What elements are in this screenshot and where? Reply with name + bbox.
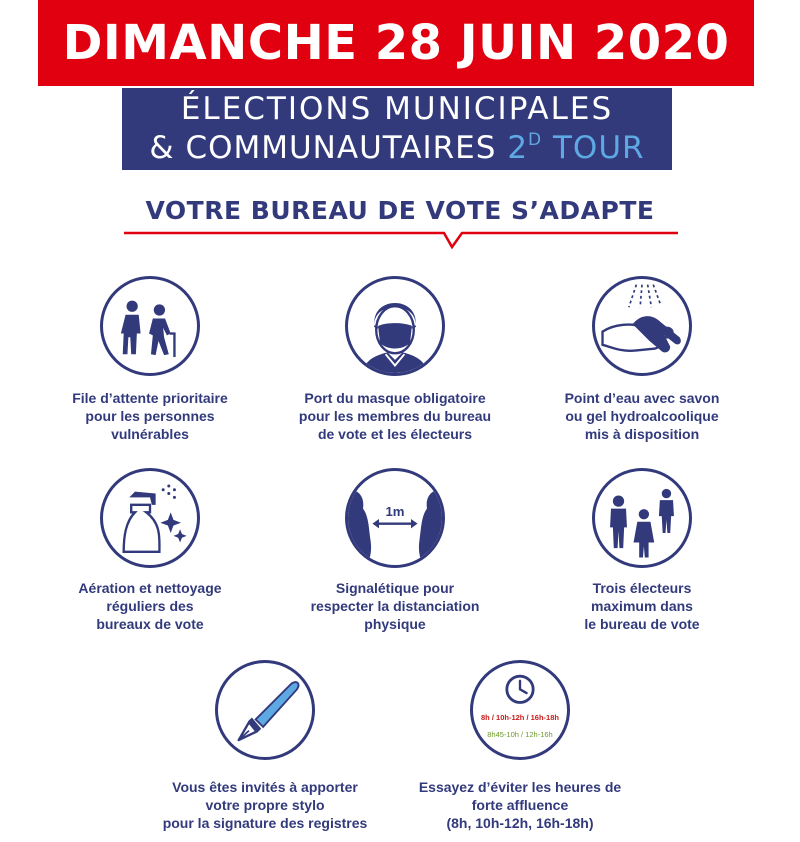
three-voters-icon bbox=[592, 468, 692, 568]
distance-label: 1m bbox=[385, 504, 405, 520]
caption-line: votre propre stylo bbox=[205, 797, 325, 813]
round-number: 2 bbox=[507, 130, 529, 166]
caption-line: Aération et nettoyage bbox=[78, 580, 222, 596]
caption-line: physique bbox=[364, 616, 426, 632]
caption-line: réguliers des bbox=[106, 598, 194, 614]
elections-title-line2-text: & COMMUNAUTAIRES bbox=[149, 130, 497, 166]
caption-line: File d’attente prioritaire bbox=[72, 390, 228, 406]
caption-line: le bureau de vote bbox=[584, 616, 700, 632]
peak-hours-label: 8h / 10h-12h / 16h-18h bbox=[481, 713, 559, 722]
caption-three-voters bbox=[522, 579, 762, 633]
caption-line: Vous êtes invités à apporter bbox=[172, 779, 358, 795]
hand-wash-icon bbox=[592, 276, 692, 376]
elections-title-line2 bbox=[122, 129, 672, 168]
date-banner bbox=[38, 0, 754, 86]
caption-queue-priority bbox=[30, 389, 270, 443]
elections-title-line1: ÉLECTIONS MUNICIPALES bbox=[180, 91, 614, 127]
caption-line: Signalétique pour bbox=[335, 580, 455, 596]
caption-pen bbox=[145, 778, 385, 832]
round-word: TOUR bbox=[553, 130, 645, 166]
caption-hours bbox=[400, 778, 640, 832]
caption-line: Essayez d’éviter les heures de bbox=[418, 779, 622, 795]
caption-line: ou gel hydroalcoolique bbox=[565, 408, 719, 424]
date-text: DIMANCHE 28 JUIN 2020 bbox=[62, 15, 730, 71]
caption-line: de vote et les électeurs bbox=[317, 426, 473, 442]
caption-line: bureaux de vote bbox=[96, 616, 204, 632]
round-label bbox=[507, 130, 644, 166]
headline: VOTRE BUREAU DE VOTE S’ADAPTE bbox=[145, 196, 655, 225]
caption-cleaning bbox=[30, 579, 270, 633]
caption-line: (8h, 10h-12h, 16h-18h) bbox=[446, 815, 594, 831]
mask-icon bbox=[345, 276, 445, 376]
pen-icon bbox=[215, 660, 315, 760]
quiet-hours-label: 8h45-10h / 12h-16h bbox=[487, 730, 553, 739]
caption-line: vulnérables bbox=[111, 426, 189, 442]
caption-mask bbox=[275, 389, 515, 443]
caption-line: pour la signature des registres bbox=[162, 815, 368, 831]
caption-line: maximum dans bbox=[591, 598, 693, 614]
distance-icon bbox=[345, 468, 445, 568]
round-suffix: D bbox=[528, 130, 543, 150]
caption-line: forte affluence bbox=[471, 797, 569, 813]
caption-line: pour les membres du bureau bbox=[298, 408, 492, 424]
elections-title-box bbox=[122, 88, 672, 170]
caption-hand-wash bbox=[522, 389, 762, 443]
spray-cleaning-icon bbox=[100, 468, 200, 568]
caption-line: Point d’eau avec savon bbox=[564, 390, 720, 406]
caption-line: Port du masque obligatoire bbox=[304, 390, 486, 406]
caption-line: pour les personnes bbox=[85, 408, 215, 424]
caption-line: Trois électeurs bbox=[592, 580, 692, 596]
caption-line: respecter la distanciation bbox=[310, 598, 480, 614]
caption-line: mis à disposition bbox=[584, 426, 700, 442]
queue-priority-icon bbox=[100, 276, 200, 376]
clock-icon bbox=[470, 660, 570, 760]
caption-distance bbox=[275, 579, 515, 633]
headline-speech-underline bbox=[124, 230, 678, 252]
